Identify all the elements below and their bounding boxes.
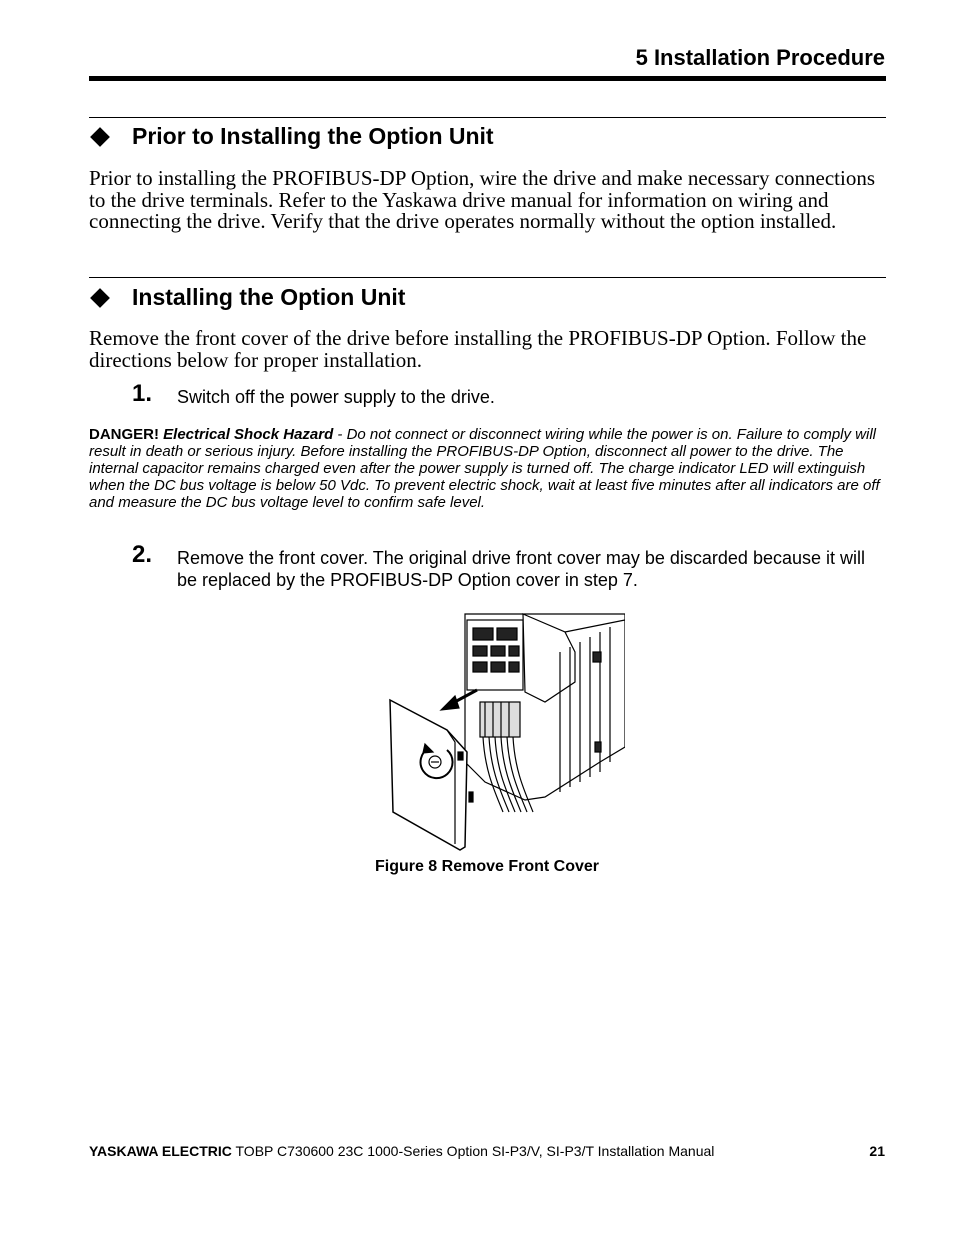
section-heading-text: Installing the Option Unit — [132, 284, 406, 310]
step-number: 1. — [132, 380, 153, 407]
drive-illustration — [385, 612, 625, 852]
diamond-bullet-icon — [90, 288, 110, 308]
danger-notice — [89, 426, 889, 511]
section-heading — [89, 123, 494, 150]
footer-company: YASKAWA ELECTRIC — [89, 1143, 232, 1159]
section-divider — [89, 277, 886, 278]
page-number: 21 — [869, 1143, 885, 1159]
step-text: Remove the front cover. The original drive front cover may be discarded because it will be replaced by the PROFIBUS-DP Option cover in step 7. — [177, 548, 865, 590]
figure-remove-front-cover — [385, 612, 625, 852]
page-footer — [89, 1143, 714, 1159]
danger-label: DANGER! — [89, 426, 159, 443]
footer-document: TOBP C730600 23C 1000-Series Option SI-P3/V, SI-P3/T Installation Manual — [231, 1143, 715, 1159]
hazard-title: Electrical Shock Hazard — [163, 426, 334, 443]
step-number: 2. — [132, 541, 153, 568]
section-heading-text: Prior to Installing the Option Unit — [132, 123, 494, 149]
danger-text: - Do not connect or disconnect wiring while the power is on. Failure to comply will result in death or serious injury. Before installing the PROFIBUS-DP Option, disconnect all power to the drive. The internal capacitor remains charged even after the power supply is turned off. The charge indicator LED will extinguish when the DC bus voltage is below 50 Vdc. To prevent electric shock, wait at least five minutes after all indicators are off and measure the DC bus voltage level to confirm safe level. — [89, 426, 880, 511]
section-divider — [89, 117, 886, 118]
section-heading — [89, 284, 405, 311]
step-text: Switch off the power supply to the drive. — [177, 387, 495, 407]
header-rule — [89, 76, 886, 81]
body-paragraph: Prior to installing the PROFIBUS-DP Option, wire the drive and make necessary connections to the drive terminals. Refer to the Yaskawa drive manual for information on wiring and connecting the drive. Verify that the drive operates normally without the option installed. — [89, 166, 876, 233]
body-paragraph: Remove the front cover of the drive before installing the PROFIBUS-DP Option. Follow the directions below for proper installation. — [89, 326, 867, 372]
diamond-bullet-icon — [90, 127, 110, 147]
figure-caption: Figure 8 Remove Front Cover — [374, 858, 600, 875]
page-header-title: 5 Installation Procedure — [635, 45, 885, 70]
